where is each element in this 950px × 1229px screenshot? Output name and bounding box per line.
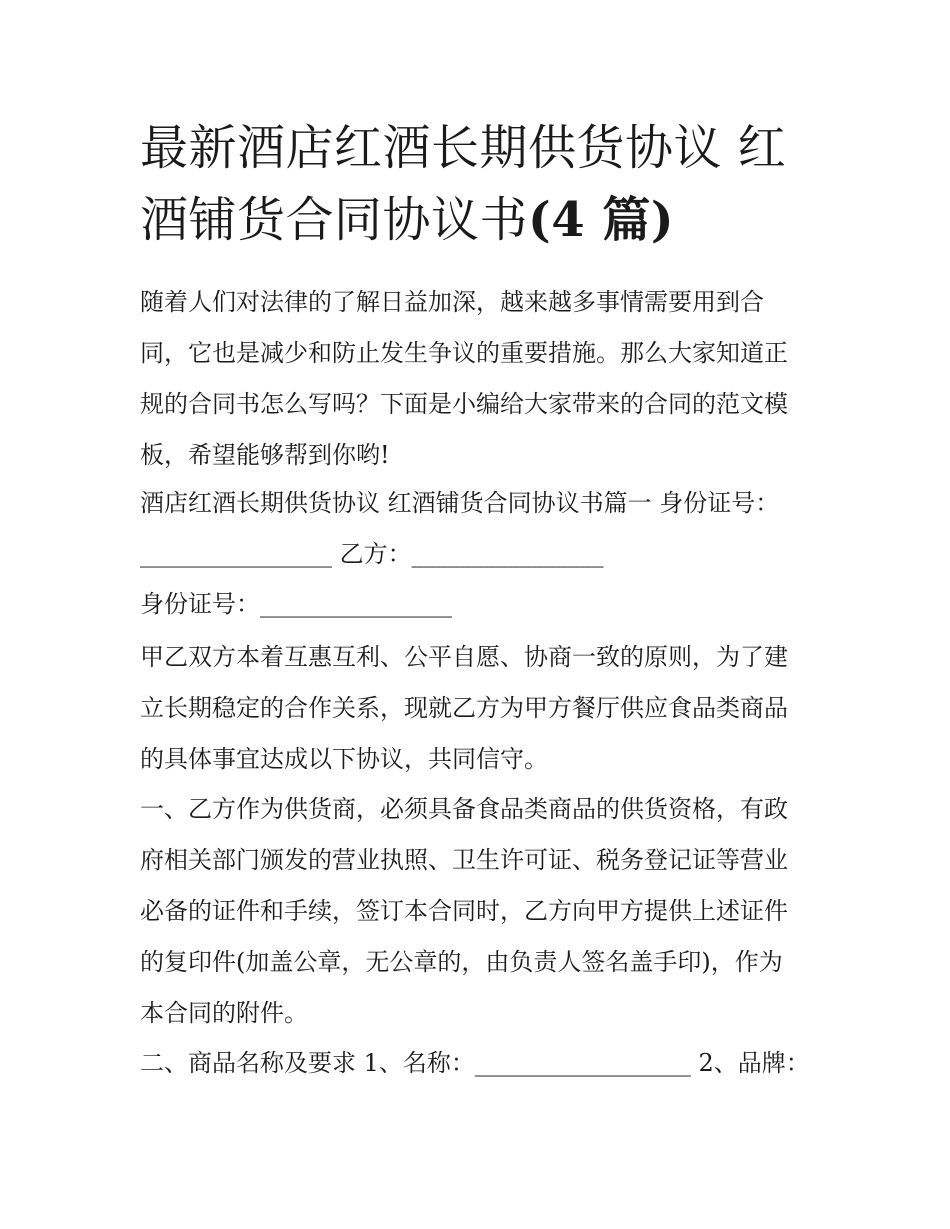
mutual-principle-line: 甲乙双方本着互惠互利、公平自愿、协商一致的原则，为了建	[140, 643, 788, 671]
clause-one-line: 府相关部门颁发的营业执照、卫生许可证、税务登记证等营业	[140, 846, 788, 874]
intro-line: 规的合同书怎么写吗？下面是小编给大家带来的合同的范文模	[140, 390, 788, 418]
party-b-line: ________________ 乙方：________________	[140, 540, 604, 568]
title-line-2-text: 酒铺货合同协议书	[140, 192, 529, 248]
mutual-principle-paragraph	[140, 632, 820, 785]
document-title	[140, 112, 820, 256]
mutual-principle-line: 立长期稳定的合作关系，现就乙方为甲方餐厅供应食品类商品	[140, 694, 788, 722]
id-number-line: 身份证号：________________	[140, 590, 452, 618]
title-article-count: (4 篇)	[528, 192, 675, 248]
intro-line: 随着人们对法律的了解日益加深，越来越多事情需要用到合	[140, 288, 764, 316]
mutual-principle-line: 的具体事宜达成以下协议，共同信守。	[140, 745, 548, 773]
clause-one-line: 本合同的附件。	[140, 999, 308, 1027]
clause-one-line: 的复印件(加盖公章，无公章的，由负责人签名盖手印)，作为	[140, 948, 783, 976]
id-number-paragraph	[140, 579, 820, 630]
agreement-heading-paragraph	[140, 478, 820, 580]
clause-one-paragraph	[140, 784, 820, 1039]
title-line-1: 最新酒店红酒长期供货协议 红	[140, 120, 787, 176]
agreement-heading-line: 酒店红酒长期供货协议 红酒铺货合同协议书篇一 身份证号：	[140, 489, 780, 517]
clause-two-paragraph	[140, 1038, 820, 1089]
clause-two-line: 二、商品名称及要求 1、名称：__________________ 2、品牌：	[140, 1049, 810, 1077]
intro-line: 板，希望能够帮到你哟!	[140, 441, 390, 469]
clause-one-line: 一、乙方作为供货商，必须具备食品类商品的供货资格，有政	[140, 795, 788, 823]
intro-paragraph	[140, 277, 820, 481]
intro-line: 同，它也是减少和防止发生争议的重要措施。那么大家知道正	[140, 339, 788, 367]
clause-one-line: 必备的证件和手续，签订本合同时，乙方向甲方提供上述证件	[140, 897, 788, 925]
title-line-2	[140, 184, 820, 256]
